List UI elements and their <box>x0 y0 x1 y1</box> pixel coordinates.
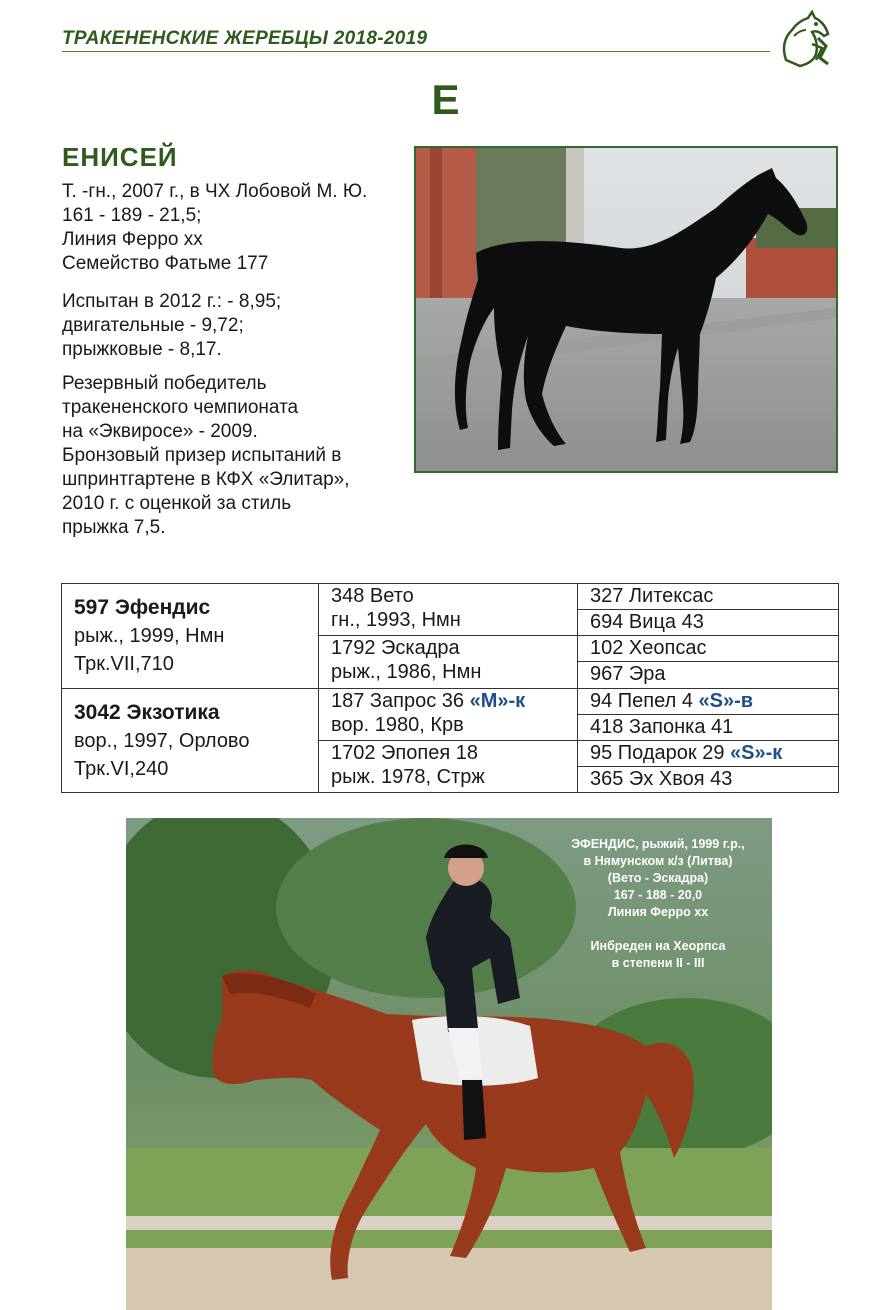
achievement-line: Бронзовый призер испытаний в <box>62 445 342 466</box>
caption-line: (Вето - Эскадра) <box>607 871 709 885</box>
achievement-line: Резервный победитель <box>62 373 267 394</box>
caption-line: Инбреден на Хеорпса <box>590 939 726 953</box>
horse-name: ЕНИСЕЙ <box>62 142 178 172</box>
sire-cell <box>62 584 319 689</box>
grandparent-name: 1702 Эпопея 18 <box>331 741 478 764</box>
achievement-line: прыжка 7,5. <box>62 517 166 538</box>
caption-line: 167 - 188 - 20,0 <box>613 888 703 902</box>
dam-name: 3042 Экзотика <box>74 700 220 724</box>
test-line: двигательные - 9,72; <box>62 315 244 336</box>
grandparent-cell <box>319 636 578 688</box>
detail-line: Линия Ферро хх <box>62 229 203 250</box>
breeding-mark: «S»-в <box>698 689 754 712</box>
great-grandparent-cell <box>578 584 839 610</box>
header-divider <box>62 51 770 52</box>
great-grandparent-name: 94 Пепел 4 <box>590 689 693 712</box>
grandparent-details: рыж., 1986, Нмн <box>331 661 482 684</box>
sire-details: Трк.VII,710 <box>74 653 174 675</box>
sire-details: рыж., 1999, Нмн <box>74 625 225 647</box>
detail-line: Т. -гн., 2007 г., в ЧХ Лобовой М. Ю. <box>62 181 368 202</box>
sire-name: 597 Эфендис <box>74 596 211 619</box>
grandparent-details: вор. 1980, Крв <box>331 713 464 736</box>
stallion-photo <box>414 146 838 473</box>
dam-cell <box>62 688 319 793</box>
running-header: ТРАКЕНЕНСКИЕ ЖЕРЕБЦЫ 2018-2019 <box>62 28 428 49</box>
great-grandparent-cell <box>578 714 839 740</box>
caption-line: ЭФЕНДИС, рыжий, 1999 г.р., <box>571 837 745 851</box>
grandparent-cell <box>319 688 578 740</box>
caption-line: в степени II - III <box>611 956 705 970</box>
achievement-line: тракененского чемпионата <box>62 397 299 418</box>
great-grandparent-cell <box>578 740 839 766</box>
breeding-mark: «S»-к <box>730 741 783 764</box>
photo-caption <box>552 836 764 972</box>
grandparent-details: гн., 1993, Нмн <box>331 609 461 631</box>
great-grandparent-name: 327 Литексас <box>590 585 714 607</box>
grandparent-cell <box>319 740 578 792</box>
grandparent-details: рыж. 1978, Стрж <box>331 765 485 788</box>
great-grandparent-cell <box>578 688 839 714</box>
grandparent-name: 187 Запрос 36 <box>331 689 465 712</box>
grandparent-cell <box>319 584 578 636</box>
breeding-mark: «М»-к <box>469 689 526 712</box>
detail-line: 161 - 189 - 21,5; <box>62 205 202 226</box>
achievement-line: 2010 г. с оценкой за стиль <box>62 493 292 514</box>
great-grandparent-cell <box>578 662 839 688</box>
achievement-line: на «Эквиросе» - 2009. <box>62 421 258 442</box>
great-grandparent-cell <box>578 636 839 662</box>
test-line: Испытан в 2012 г.: - 8,95; <box>62 291 282 312</box>
great-grandparent-name: 694 Вица 43 <box>590 611 704 634</box>
caption-line: Линия Ферро хх <box>607 905 709 919</box>
dam-details: вор., 1997, Орлово <box>74 729 250 752</box>
pedigree-table <box>61 583 839 793</box>
section-letter: Е <box>431 76 460 123</box>
horse-head-logo-icon <box>772 8 836 70</box>
great-grandparent-cell <box>578 610 839 636</box>
detail-line: Семейство Фатьме 177 <box>62 253 269 274</box>
caption-line: в Нямунском к/з (Литва) <box>583 854 733 868</box>
great-grandparent-name: 102 Хеопсас <box>590 637 707 660</box>
great-grandparent-name: 418 Запонка 41 <box>590 715 734 738</box>
achievement-line: шпринтгартене в КФХ «Элитар», <box>62 469 350 490</box>
great-grandparent-name: 365 Эх Хвоя 43 <box>590 767 733 790</box>
horse-info <box>62 180 412 540</box>
grandparent-name: 348 Вето <box>331 585 414 607</box>
dam-details: Трк.VI,240 <box>74 757 169 780</box>
great-grandparent-name: 967 Эра <box>590 663 666 686</box>
great-grandparent-name: 95 Подарок 29 <box>590 741 725 764</box>
grandparent-name: 1792 Эскадра <box>331 637 460 660</box>
test-line: прыжковые - 8,17. <box>62 339 222 360</box>
great-grandparent-cell <box>578 766 839 792</box>
